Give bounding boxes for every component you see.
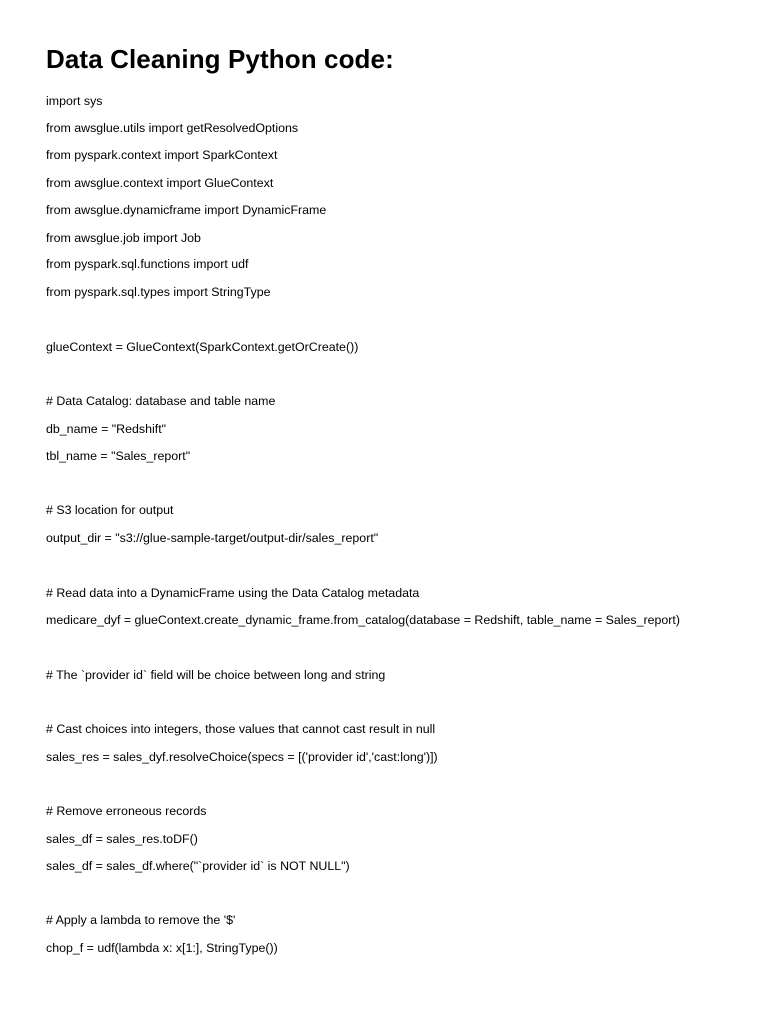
code-line: sales_res = sales_dyf.resolveChoice(specs = [('provider id','cast:long')]) bbox=[46, 750, 438, 764]
code-comment: # The `provider id` field will be choice between long and string bbox=[46, 668, 386, 682]
code-line: from pyspark.sql.types import StringType bbox=[46, 285, 271, 299]
code-line: from awsglue.job import Job bbox=[46, 231, 201, 245]
code-line: tbl_name = "Sales_report" bbox=[46, 449, 191, 463]
code-comment: # Data Catalog: database and table name bbox=[46, 394, 276, 408]
code-line: sales_df = sales_df.where("`provider id` is NOT NULL") bbox=[46, 859, 350, 873]
code-line: chop_f = udf(lambda x: x[1:], StringType()) bbox=[46, 941, 278, 955]
code-line: db_name = "Redshift" bbox=[46, 422, 167, 436]
code-line: medicare_dyf = glueContext.create_dynamic_frame.from_catalog(database = Redshift, table_name = Sales_report) bbox=[46, 613, 680, 627]
code-comment: # Cast choices into integers, those values that cannot cast result in null bbox=[46, 722, 436, 736]
code-comment: # S3 location for output bbox=[46, 503, 174, 517]
code-line: output_dir = "s3://glue-sample-target/output-dir/sales_report" bbox=[46, 531, 379, 545]
code-line: from pyspark.sql.functions import udf bbox=[46, 257, 249, 271]
code-line: from pyspark.context import SparkContext bbox=[46, 148, 278, 162]
document-title: Data Cleaning Python code: bbox=[46, 44, 394, 74]
code-line: from awsglue.dynamicframe import DynamicFrame bbox=[46, 203, 327, 217]
code-line: from awsglue.utils import getResolvedOptions bbox=[46, 121, 299, 135]
code-comment: # Remove erroneous records bbox=[46, 804, 207, 818]
code-comment: # Read data into a DynamicFrame using the Data Catalog metadata bbox=[46, 586, 420, 600]
code-line: sales_df = sales_res.toDF() bbox=[46, 832, 198, 846]
code-comment: # Apply a lambda to remove the '$' bbox=[46, 913, 236, 927]
code-line: import sys bbox=[46, 94, 103, 108]
code-line: glueContext = GlueContext(SparkContext.getOrCreate()) bbox=[46, 340, 359, 354]
code-line: from awsglue.context import GlueContext bbox=[46, 176, 274, 190]
